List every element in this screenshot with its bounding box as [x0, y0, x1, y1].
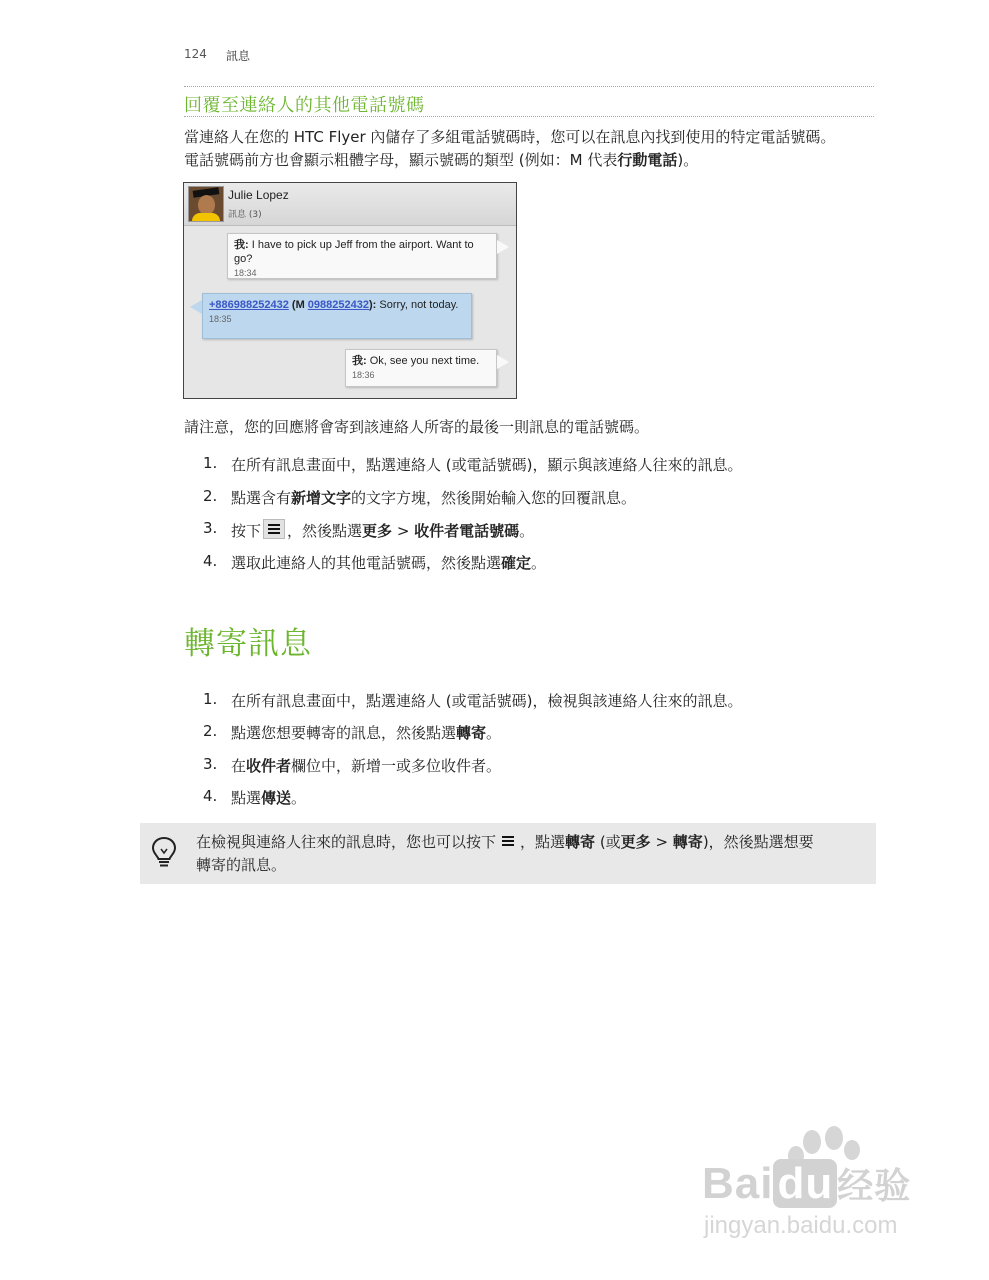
message-1-sender: 我:: [234, 239, 249, 251]
lightbulb-icon: [151, 836, 177, 870]
message-count: 訊息 (3): [228, 210, 262, 220]
message-bubble-2[interactable]: [202, 293, 472, 339]
step-number: 2.: [203, 722, 218, 740]
message-bubble-3[interactable]: [345, 349, 497, 387]
message-3-time: 18:36: [352, 370, 375, 380]
step-text: [231, 487, 636, 508]
step-text: 在所有訊息畫面中，點選連絡人 (或電話號碼)，檢視與該連絡人往來的訊息。: [231, 692, 743, 710]
step-text: [231, 552, 546, 573]
tip-line-1: [196, 831, 868, 854]
message-1-time: 18:34: [234, 268, 257, 278]
step-text-post: 。: [531, 554, 547, 572]
sender-suffix: ):: [368, 299, 377, 311]
step-text-bold: 收件者: [246, 757, 292, 775]
message-1-text: [234, 238, 490, 266]
step-number: 3.: [203, 519, 218, 537]
step-text-post: 。: [291, 789, 307, 807]
tip-pre: 在檢視與連絡人往來的訊息時，您也可以按下: [196, 833, 497, 851]
step-number: 4.: [203, 552, 218, 570]
step-text: [231, 787, 306, 808]
message-3-body: Ok, see you next time.: [366, 355, 480, 367]
step-text-pre: 點選含有: [231, 489, 292, 507]
step-number: 4.: [203, 787, 218, 805]
sender-number-link[interactable]: +886988252432: [209, 299, 289, 311]
sender-type-prefix: (M: [288, 299, 308, 311]
step-number: 2.: [203, 487, 218, 505]
intro-paragraph: [184, 126, 884, 172]
step-text-pre: 在: [231, 757, 247, 775]
message-3-sender: 我:: [352, 355, 367, 367]
step-number: 3.: [203, 755, 218, 773]
intro-line-2-post: )。: [677, 151, 699, 169]
section-rule-bottom: [184, 116, 874, 117]
section-title-forward: 轉寄訊息: [184, 626, 312, 662]
message-2-body: Sorry, not today.: [376, 299, 459, 311]
baidu-watermark: [700, 1120, 960, 1250]
watermark-brand: [702, 1158, 911, 1209]
tip-bold-forward-2: 轉寄: [672, 833, 703, 851]
step-text: [231, 755, 501, 776]
intro-line-2-bold: 行動電話: [617, 151, 678, 169]
chapter-title: 訊息: [226, 49, 251, 63]
message-3-text: [352, 354, 490, 368]
tip-bold-more: 更多: [620, 833, 651, 851]
step-text-post: 欄位中，新增一或多位收件者。: [291, 757, 502, 775]
section-rule-top: [184, 86, 874, 87]
intro-line-2: [184, 149, 884, 172]
message-2-text: [209, 298, 465, 312]
step-number: 1.: [203, 454, 218, 472]
intro-line-1: 當連絡人在您的 HTC Flyer 內儲存了多組電話號碼時，您可以在訊息內找到使用的特定電話號碼。: [184, 128, 836, 146]
step-text-pre: 選取此連絡人的其他電話號碼，然後點選: [231, 554, 502, 572]
message-bubble-1[interactable]: [227, 233, 497, 279]
section-title-reply: 回覆至連絡人的其他電話號碼: [184, 95, 425, 116]
conversation-screenshot: [183, 182, 517, 399]
watermark-brand-3: 经验: [837, 1165, 912, 1206]
step-text-bold-recipient: 收件者電話號碼: [414, 522, 520, 540]
step-number: 1.: [203, 690, 218, 708]
step-text-bold: 確定: [501, 554, 532, 572]
step-text-pre: 點選您想要轉寄的訊息，然後點選: [231, 724, 457, 742]
avatar: [188, 186, 224, 222]
menu-icon: [263, 519, 285, 539]
message-2-time: 18:35: [209, 314, 232, 324]
watermark-brand-2: du: [773, 1159, 837, 1208]
step-text-pre: 點選: [231, 789, 262, 807]
bubble-2-tail: [190, 300, 202, 314]
step-text: [231, 722, 501, 743]
step-text-bold: 轉寄: [456, 724, 487, 742]
step-text-post: 。: [486, 724, 502, 742]
step-text-pre: 按下: [231, 522, 262, 540]
step-text-bold-more: 更多: [362, 522, 393, 540]
step-text-bold: 新增文字: [291, 489, 352, 507]
tip-text: [196, 831, 868, 877]
step-text-mid: ，然後點選: [287, 522, 363, 540]
step-text-post: 的文字方塊，然後開始輸入您的回覆訊息。: [351, 489, 637, 507]
reply-note: 請注意，您的回應將會寄到該連絡人所寄的最後一則訊息的電話號碼。: [184, 418, 650, 436]
tip-mid: ，點選: [520, 833, 566, 851]
menu-icon: [498, 832, 518, 850]
conversation-header: [184, 183, 516, 226]
step-text-bold: 傳送: [261, 789, 292, 807]
page-number: 124: [184, 47, 207, 61]
tip-post: )，然後點選想要: [702, 833, 814, 851]
watermark-url: jingyan.baidu.com: [704, 1212, 898, 1239]
bubble-3-tail: [497, 355, 509, 369]
tip-line-2: 轉寄的訊息。: [196, 856, 287, 874]
sender-number-2-link[interactable]: 0988252432: [307, 299, 369, 311]
step-text: [231, 519, 534, 541]
intro-line-2-pre: 電話號碼前方也會顯示粗體字母，顯示號碼的類型 (例如：M 代表: [184, 151, 618, 169]
bubble-1-tail: [497, 240, 509, 254]
message-1-body: I have to pick up Jeff from the airport. Want to go?: [234, 239, 474, 265]
watermark-brand-1: Bai: [702, 1159, 774, 1208]
tip-bold-forward: 轉寄: [565, 833, 596, 851]
step-text-post: 。: [519, 522, 535, 540]
contact-name: Julie Lopez: [228, 188, 289, 202]
tip-mid2: (或: [595, 833, 621, 851]
step-text-sep: >: [392, 522, 415, 540]
step-text: 在所有訊息畫面中，點選連絡人 (或電話號碼)，顯示與該連絡人往來的訊息。: [231, 456, 743, 474]
tip-sep: >: [650, 833, 673, 851]
